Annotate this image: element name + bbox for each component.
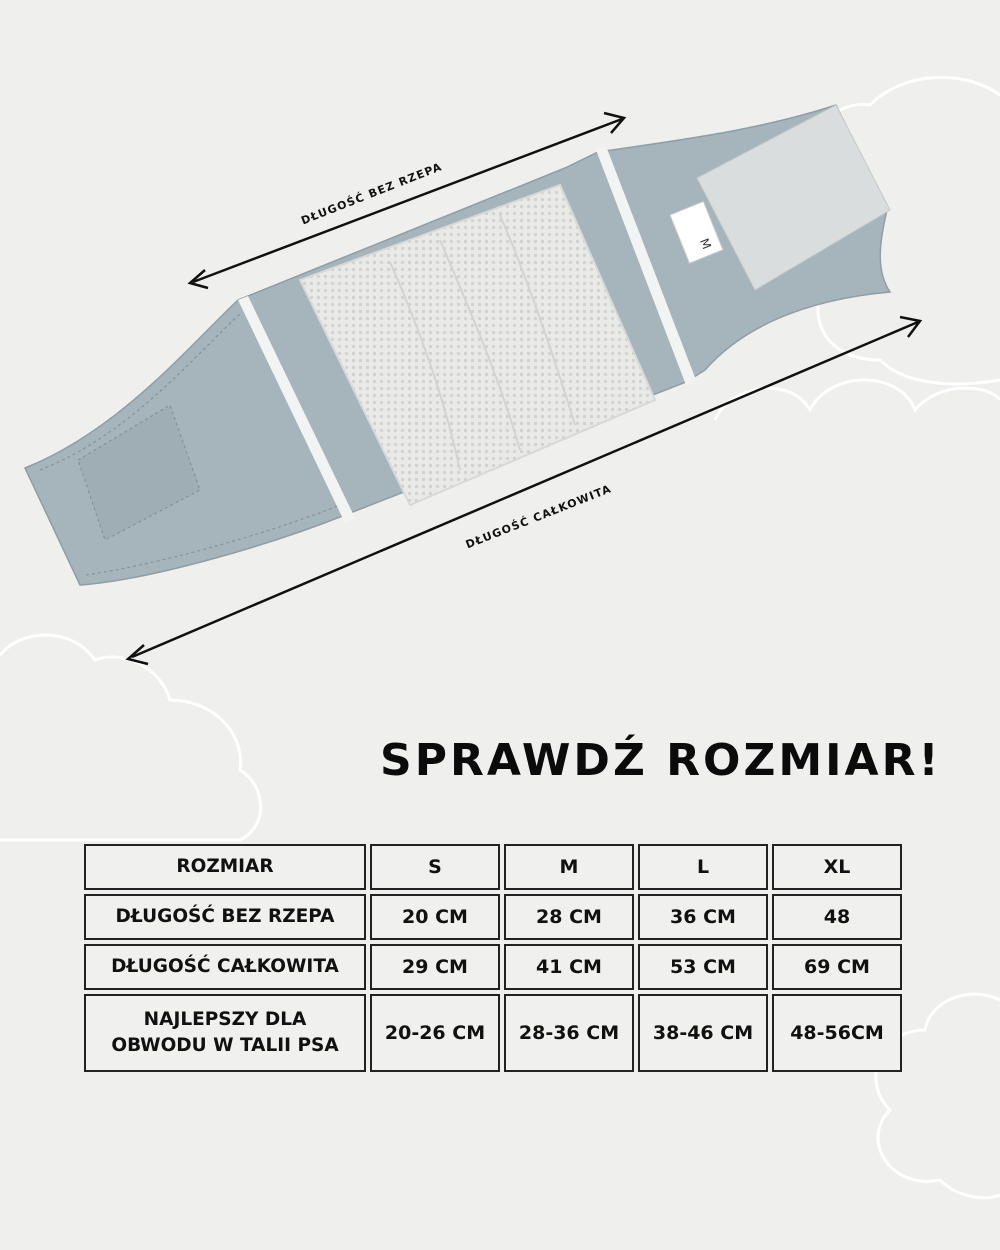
table-cell: 20-26 CM [370, 994, 500, 1072]
table-cell: 38-46 CM [638, 994, 768, 1072]
header-label-cell: ROZMIAR [84, 844, 366, 890]
table-row [84, 944, 902, 990]
label-total-length: DŁUGOŚĆ CAŁKOWITA [463, 482, 614, 552]
table-cell: 53 CM [638, 944, 768, 990]
table-cell: 48-56CM [772, 994, 902, 1072]
header-size-m: M [504, 844, 634, 890]
row-label-best-waist [84, 994, 366, 1072]
label-short-length: DŁUGOŚĆ BEZ RZEPA [299, 160, 445, 228]
svg-text:M: M [696, 236, 714, 252]
header-size-xl: XL [772, 844, 902, 890]
row-label-line2: OBWODU W TALII PSA [111, 1035, 339, 1056]
table-row [84, 894, 902, 940]
table-cell: 69 CM [772, 944, 902, 990]
row-label-total-length: DŁUGOŚĆ CAŁKOWITA [84, 944, 366, 990]
header-size-l: L [638, 844, 768, 890]
table-cell: 48 [772, 894, 902, 940]
table-cell: 20 CM [370, 894, 500, 940]
table-cell: 28 CM [504, 894, 634, 940]
row-label-line1: NAJLEPSZY DLA [143, 1009, 307, 1031]
size-chart-table [80, 840, 906, 1076]
table-cell: 28-36 CM [504, 994, 634, 1072]
cloud-left [0, 635, 261, 840]
table-cell: 36 CM [638, 894, 768, 940]
table-header-row [84, 844, 902, 890]
table-cell: 29 CM [370, 944, 500, 990]
header-size-s: S [370, 844, 500, 890]
page-title: SPRAWDŹ ROZMIAR! [380, 735, 942, 786]
row-label-short-length: DŁUGOŚĆ BEZ RZEPA [84, 894, 366, 940]
table-row [84, 994, 902, 1072]
table-cell: 41 CM [504, 944, 634, 990]
cloud-right-middle [715, 380, 1000, 420]
